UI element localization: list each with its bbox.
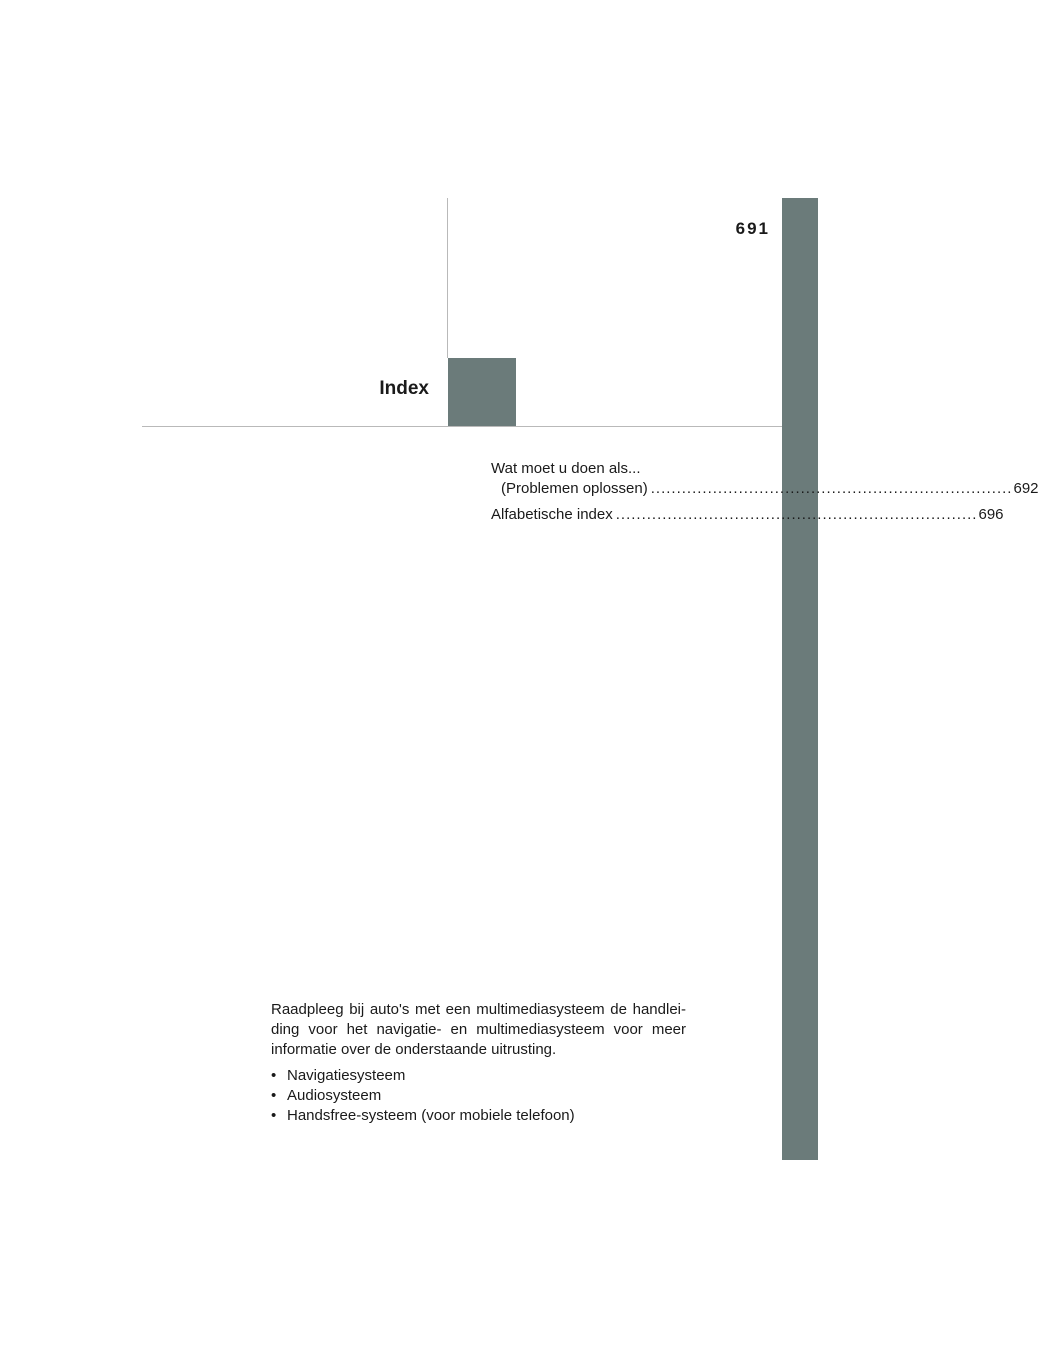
page-number: 691 (735, 219, 770, 238)
toc-entry-page: 692 (1013, 480, 1039, 497)
horizontal-divider (142, 426, 782, 427)
list-item (271, 1086, 686, 1106)
bullet-icon: • (271, 1087, 277, 1104)
table-of-contents (491, 459, 1039, 531)
toc-entry-label: Alfabetische index (491, 506, 613, 523)
list-item-text: Handsfree-systeem (voor mobiele telefoon) (287, 1107, 575, 1124)
multimedia-note (271, 1000, 686, 1126)
toc-entry-page: 696 (978, 506, 1004, 523)
toc-entry-alphabetical-index[interactable] (491, 505, 1004, 525)
bullet-icon: • (271, 1067, 277, 1084)
toc-entry-label: (Problemen oplossen) (501, 480, 648, 497)
list-item (271, 1066, 686, 1086)
bullet-icon: • (271, 1107, 277, 1124)
section-title: Index (379, 378, 429, 399)
toc-leader-dots: ...................................................................... (650, 480, 1013, 497)
toc-leader-dots: ...................................................................... (615, 506, 978, 523)
list-item (271, 1106, 686, 1126)
toc-entry-troubleshooting[interactable] (491, 459, 1039, 499)
list-item-text: Navigatiesysteem (287, 1067, 406, 1084)
chapter-side-tab (782, 198, 818, 1160)
section-marker-block (448, 358, 516, 426)
note-list (271, 1066, 686, 1126)
toc-entry-heading: Wat moet u doen als... (491, 460, 641, 477)
vertical-divider (447, 198, 448, 358)
note-paragraph: Raadpleeg bij auto's met een multimediasysteem de handlei-ding voor het navigatie- en multimediasysteem voor meer informatie over de onderstaande uitrusting. (271, 1001, 686, 1058)
list-item-text: Audiosysteem (287, 1087, 382, 1104)
